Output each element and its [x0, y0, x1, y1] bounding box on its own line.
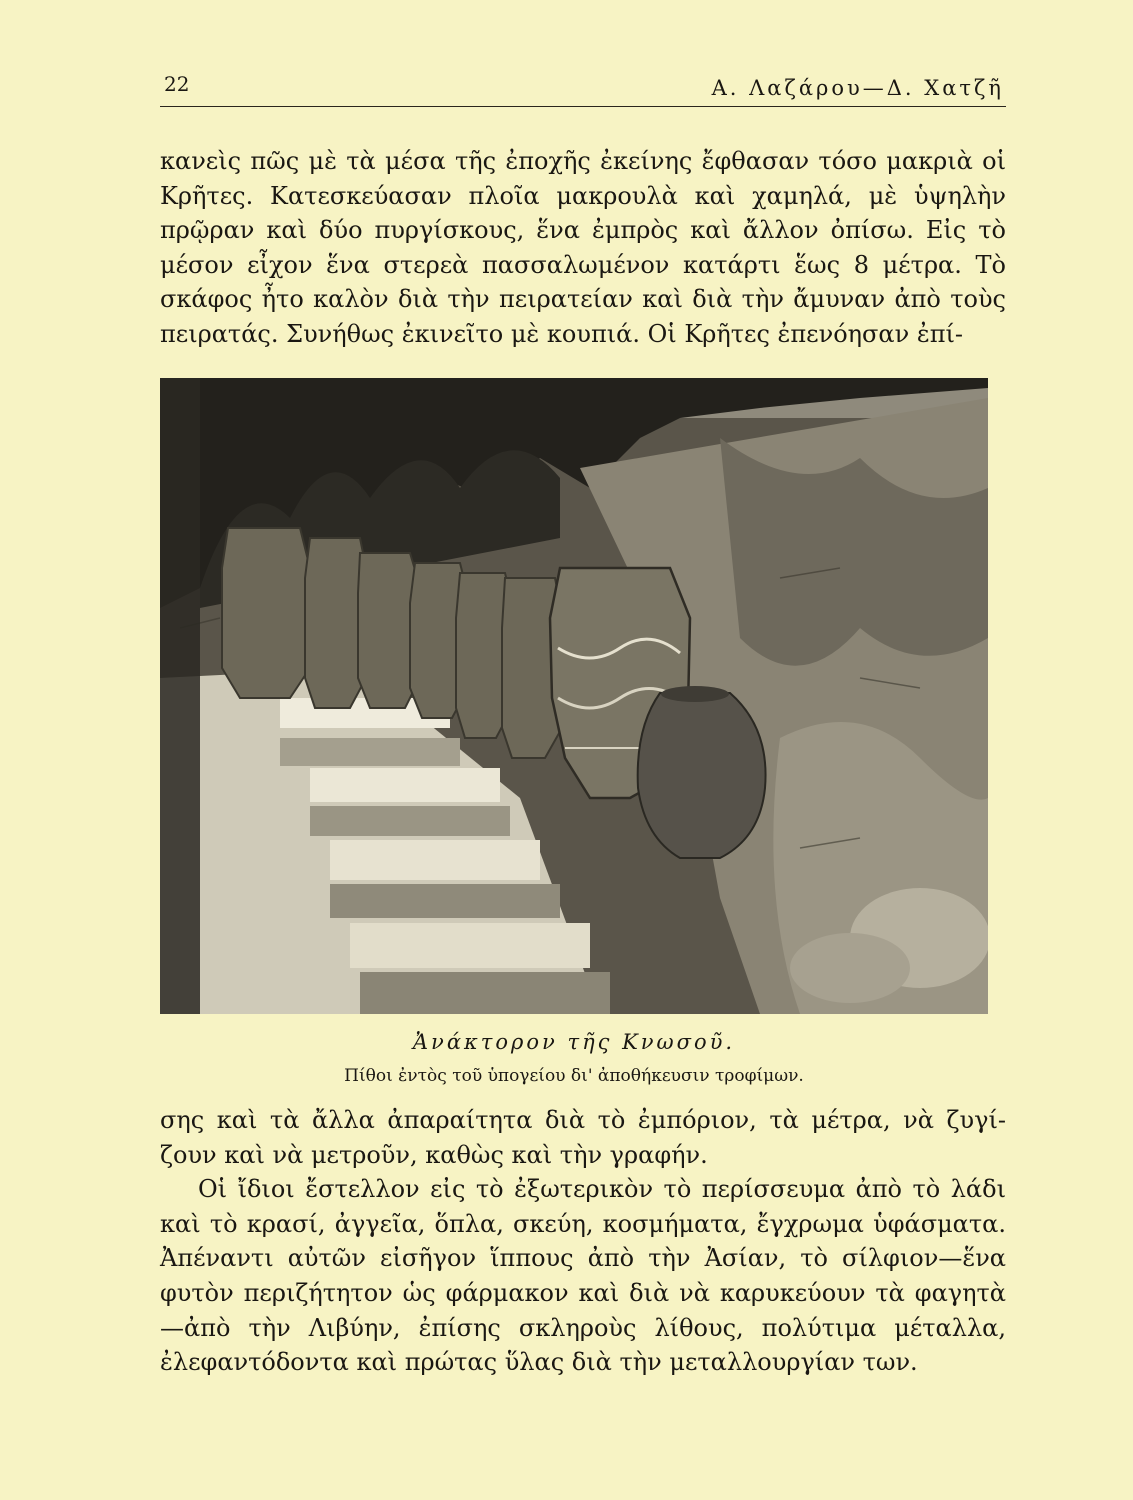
running-header [160, 66, 1006, 107]
body-paragraph-top: κανεὶς πῶς μὲ τὰ μέσα τῆς ἐποχῆς ἐκείνης ἔφθασαν τόσο μακριὰ οἱ Κρῆτες. Κατεσκεύασαν πλοῖα μακρουλὰ καὶ χαμηλά, μὲ ὑψηλὴν πρῷραν καὶ δύο πυργίσκους, ἕνα ἐμπρὸς καὶ ἄλλον ὀπίσω. Εἰς τὸ μέσον εἶχον ἕνα στερεὰ πασσαλωμένον κατάρτι ἕως 8 μέτρα. Τὸ σκάφος ἦτο καλὸν διὰ τὴν πειρατείαν καὶ διὰ τὴν ἄμυναν ἀπὸ τοὺς πειρατάς. Συνήθως ἐκινεῖτο μὲ κουπιά. Οἱ Κρῆτες ἐπενόησαν ἐπί- [160, 147, 1006, 348]
body-text-bottom [160, 1103, 1006, 1380]
figure-caption-text: Πίθοι ἐντὸς τοῦ ὑπογείου δι' ἀποθήκευσιν τροφίμων. [344, 1066, 804, 1086]
body-paragraph-exports: Οἱ ἴδιοι ἔστελλον εἰς τὸ ἐξωτερικὸν τὸ περίσσευμα ἀπὸ τὸ λάδι καὶ τὸ κρασί, ἀγγεῖα, ὅπλα, σκεύη, κοσμήματα, ἔγχρωμα ὑφάσματα. Ἀπέναντι αὐτῶν εἰσῆγον ἵππους ἀπὸ τὴν Ἀσίαν, τὸ σίλφιον—ἕνα φυτὸν περιζήτητον ὡς φάρμακον καὶ διὰ νὰ καρυκεύουν τὰ φαγητὰ—ἀπὸ τὴν Λιβύην, ἐπίσης σκληροὺς λίθους, πολύτιμα μέταλλα, ἐλεφαντόδοντα καὶ πρώτας ὕλας διὰ τὴν μεταλλουργίαν των. [160, 1175, 1006, 1377]
page-number: 22 [164, 72, 190, 96]
header-title: Α. Λαζάρου—Δ. Χατζῆ [711, 76, 1004, 100]
body-paragraph-continuation: σης καὶ τὰ ἄλλα ἀπαραίτητα διὰ τὸ ἐμπόριον, τὰ μέτρα, νὰ ζυγί-ζουν καὶ νὰ μετροῦν, καθὼς καὶ τὴν γραφήν. [160, 1106, 1006, 1169]
figure-caption-title: Ἀνάκτορον τῆς Κνωσοῦ. [412, 1030, 736, 1054]
knossos-photograph [160, 378, 988, 1014]
